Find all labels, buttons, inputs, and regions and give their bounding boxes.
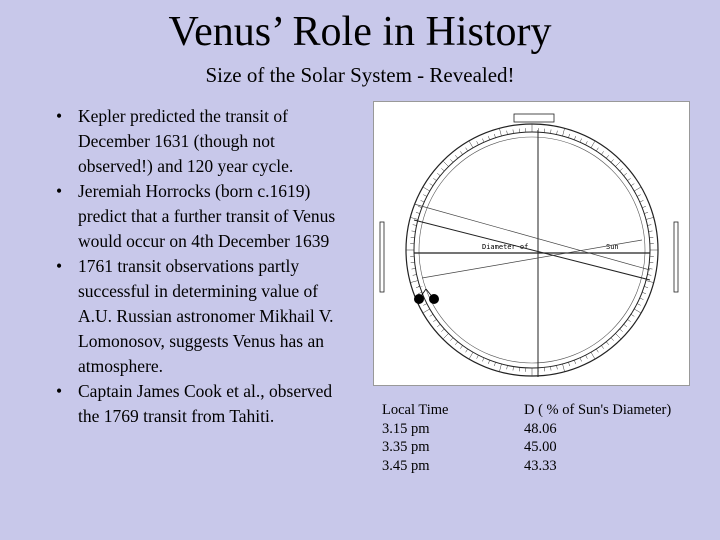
degree-tick [642, 206, 646, 207]
degree-tick [620, 329, 623, 332]
time-header: Local Time [382, 402, 449, 418]
degree-tick [423, 195, 427, 197]
time-cell: 3.35 pm [382, 439, 430, 455]
degree-tick [615, 161, 621, 167]
degree-tick [601, 151, 603, 154]
degree-tick [574, 136, 575, 140]
degree-tick [649, 268, 653, 269]
bullet-item [50, 254, 350, 379]
left-scale-bar [380, 222, 384, 292]
degree-tick [410, 217, 418, 219]
degree-tick [646, 217, 654, 219]
diameter-column [524, 401, 671, 475]
degree-tick [423, 187, 430, 191]
degree-tick [430, 314, 433, 316]
degree-tick [482, 358, 484, 362]
degree-tick [634, 187, 641, 191]
degree-tick [574, 360, 575, 364]
degree-tick [591, 352, 595, 359]
degree-tick [469, 352, 473, 359]
degree-tick [466, 148, 468, 151]
degree-tick [418, 292, 422, 293]
degree-tick [450, 159, 453, 162]
degree-tick [450, 338, 453, 341]
degree-tick [423, 304, 427, 306]
degree-tick [433, 178, 436, 180]
bullet-item [50, 179, 350, 254]
diameter-cell: 45.00 [524, 439, 557, 455]
degree-tick [647, 225, 651, 226]
degree-tick [441, 329, 444, 332]
degree-tick [413, 275, 417, 276]
degree-tick [430, 184, 433, 186]
degree-tick [596, 148, 598, 151]
degree-tick [649, 231, 653, 232]
degree-tick [637, 304, 641, 306]
degree-tick [477, 355, 479, 359]
degree-tick [423, 309, 430, 313]
degree-tick [499, 128, 501, 136]
bullet-text: Jeremiah Horrocks (born c.1619) predict that a further transit of Venus would occur on 4th December 1639 [78, 181, 336, 251]
degree-tick [437, 324, 440, 327]
secondary-path-line [414, 204, 650, 270]
bullet-text: 1761 transit observations partly successful in determining value of A.U. Russian astronomer Mikhail V. Lomonosov, suggests Venus has an atmosphere. [78, 256, 334, 376]
transit-diagram [373, 101, 690, 386]
degree-tick [410, 281, 418, 283]
degree-tick [443, 161, 449, 167]
degree-tick [644, 212, 648, 213]
degree-tick [586, 141, 588, 145]
diameter-cell: 43.33 [524, 457, 557, 474]
degree-tick [631, 314, 634, 316]
degree-tick [634, 309, 641, 313]
degree-tick [611, 338, 614, 341]
degree-tick [412, 268, 416, 269]
bullet-item [50, 104, 350, 179]
degree-tick [647, 275, 651, 276]
degree-tick [469, 141, 473, 148]
degree-tick [550, 367, 551, 371]
degree-tick [624, 324, 627, 327]
degree-tick [418, 206, 422, 207]
degree-tick [466, 349, 468, 352]
sun-label: Sun [606, 243, 619, 251]
degree-tick [580, 139, 582, 143]
degree-tick [640, 200, 644, 202]
top-scale-box [514, 114, 554, 122]
degree-tick [482, 139, 484, 143]
degree-tick [441, 168, 444, 171]
degree-tick [488, 136, 489, 140]
degree-tick [644, 286, 648, 287]
degree-tick [507, 131, 508, 135]
degree-tick [637, 195, 641, 197]
degree-tick [606, 342, 609, 345]
ecliptic-line [422, 240, 642, 278]
degree-tick [494, 134, 495, 138]
degree-tick [611, 159, 614, 162]
bullet-marker: • [56, 106, 63, 126]
degree-tick [437, 173, 440, 176]
degree-tick [627, 319, 630, 321]
degree-tick [627, 178, 630, 180]
diameter-label: Diameter of [482, 243, 529, 251]
degree-tick [624, 173, 627, 176]
degree-tick [640, 298, 644, 300]
degree-tick [568, 134, 569, 138]
degree-tick [499, 364, 501, 372]
degree-tick [557, 131, 558, 135]
degree-tick [513, 130, 514, 134]
degree-tick [642, 292, 646, 293]
transit-diagram-svg [374, 102, 689, 385]
degree-tick [507, 365, 508, 369]
time-cell: 3.15 pm [382, 420, 430, 437]
degree-tick [413, 225, 417, 226]
bullet-list [50, 104, 350, 429]
degree-tick [646, 281, 654, 283]
degree-tick [455, 155, 458, 158]
degree-tick [550, 130, 551, 134]
degree-tick [557, 365, 558, 369]
degree-tick [606, 155, 609, 158]
degree-tick [416, 212, 420, 213]
bullet-marker: • [56, 181, 63, 201]
degree-tick [563, 128, 565, 136]
degree-tick [620, 168, 623, 171]
degree-tick [631, 184, 634, 186]
diameter-cell: 48.06 [524, 420, 557, 437]
slide-subtitle: Size of the Solar System - Revealed! [205, 63, 515, 87]
diameter-header: D ( % of Sun's Diameter) [524, 402, 672, 418]
degree-tick [443, 333, 449, 339]
bullet-item [50, 379, 350, 429]
time-column [382, 401, 448, 475]
bullet-marker: • [56, 381, 63, 401]
degree-tick [601, 345, 603, 348]
bullet-text: Kepler predicted the transit of December 1631 (though not observed!) and 120 year cycle. [78, 106, 294, 176]
bullet-marker: • [56, 256, 63, 276]
degree-tick [586, 355, 588, 359]
degree-tick [460, 151, 462, 154]
degree-tick [421, 200, 425, 202]
degree-tick [568, 362, 569, 366]
venus-label-mark: · · [418, 284, 423, 290]
bullet-text: Captain James Cook et al., observed the 1769 transit from Tahiti. [78, 381, 333, 426]
degree-tick [615, 333, 621, 339]
degree-tick [596, 349, 598, 352]
slide-title: Venus’ Role in History [168, 9, 552, 55]
right-scale-bar [674, 222, 678, 292]
degree-tick [477, 141, 479, 145]
degree-tick [591, 141, 595, 148]
time-cell: 3.45 pm [382, 457, 430, 474]
degree-tick [433, 319, 436, 321]
degree-tick [412, 231, 416, 232]
degree-tick [460, 345, 462, 348]
degree-tick [513, 367, 514, 371]
degree-tick [580, 358, 582, 362]
degree-tick [455, 342, 458, 345]
degree-tick [488, 360, 489, 364]
degree-tick [494, 362, 495, 366]
degree-tick [563, 364, 565, 372]
